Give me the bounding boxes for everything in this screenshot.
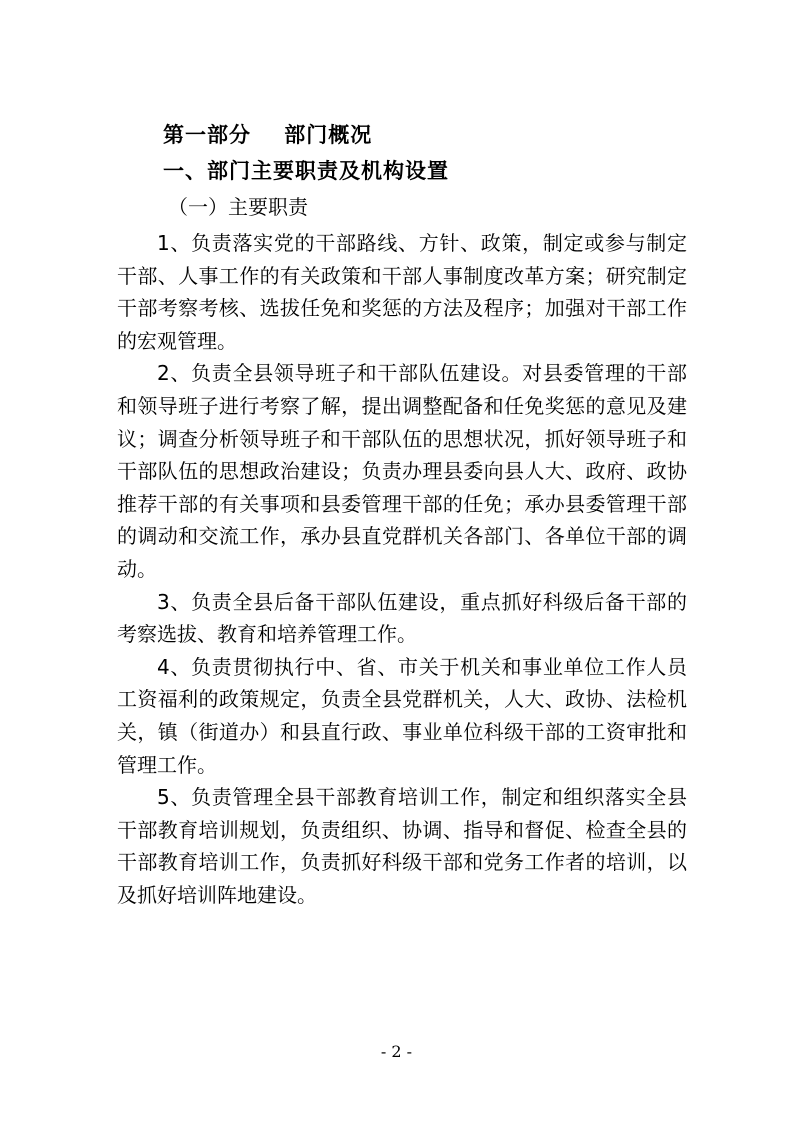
paragraph-duty-1: 1、负责落实党的干部路线、方针、政策，制定或参与制定干部、人事工作的有关政策和干部人事制度改革方案；研究制定干部考察考核、选拔任免和奖惩的方法及程序；加强对干部工作的宏观管理。 [117, 231, 687, 353]
subsection-title: （一）主要职责 [168, 195, 308, 219]
paragraph-duty-2: 2、负责全县领导班子和干部队伍建设。对县委管理的干部和领导班子进行考察了解，提出调整配备和任免奖惩的意见及建议；调查分析领导班子和干部队伍的思想状况，抓好领导班子和干部队伍的思想政治建设；负责办理县委向县人大、政府、政协推荐干部的有关事项和县委管理干部的任免；承办县委管理干部的调动和交流工作，承办县直党群机关各部门、各单位干部的调动。 [117, 361, 687, 581]
part-title: 第一部分 部门概况 [163, 123, 373, 147]
paragraph-duty-3: 3、负责全县后备干部队伍建设，重点抓好科级后备干部的考察选拔、教育和培养管理工作。 [117, 589, 687, 647]
paragraph-duty-4: 4、负责贯彻执行中、省、市关于机关和事业单位工作人员工资福利的政策规定，负责全县党群机关，人大、政协、法检机关，镇（街道办）和县直行政、事业单位科级干部的工资审批和管理工作。 [117, 654, 687, 777]
paragraph-duty-5: 5、负责管理全县干部教育培训工作，制定和组织落实全县干部教育培训规划，负责组织、协调、指导和督促、检查全县的干部教育培训工作，负责抓好科级干部和党务工作者的培训，以及抓好培训阵地建设。 [117, 785, 687, 907]
body-text [117, 227, 687, 911]
page-number: - 2 - [380, 1042, 413, 1061]
section-title: 一、部门主要职责及机构设置 [163, 159, 449, 183]
